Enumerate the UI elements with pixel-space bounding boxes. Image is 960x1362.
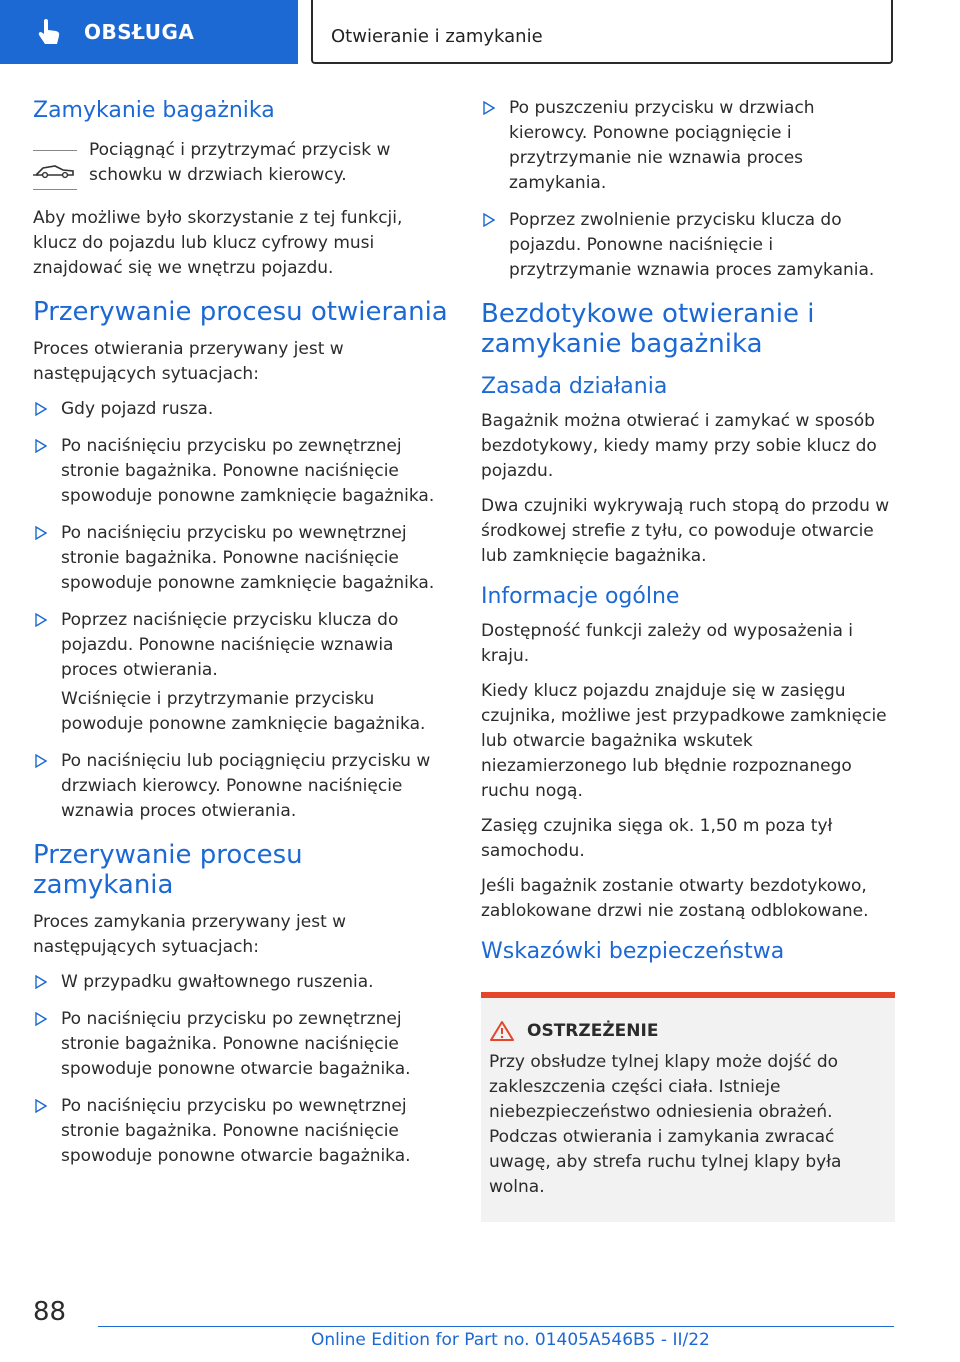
close-interrupt-list-cont <box>481 96 895 283</box>
list-item: Po naciśnięciu przycisku po wewnętrznej stronie bagażnika. Ponowne naciśnięcie spowoduje ponowne zamknięcie bagażnika. <box>33 521 448 596</box>
list-item: Po naciśnięciu przycisku po zewnętrznej stronie bagażnika. Ponowne naciśnięcie spowoduje ponowne otwarcie bagażnika. <box>33 1007 448 1082</box>
section-tab <box>0 0 298 64</box>
bullet-triangle-icon <box>35 402 47 416</box>
right-column <box>481 96 895 1222</box>
general-text-3: Zasięg czujnika sięga ok. 1,50 m poza tył samochodu. <box>481 816 833 861</box>
closing-heading: Zamykanie bagażnika <box>33 98 275 123</box>
list-item: Po naciśnięciu przycisku po zewnętrznej stronie bagażnika. Ponowne naciśnięcie spowoduje ponowne zamknięcie bagażnika. <box>33 434 448 509</box>
list-item: Gdy pojazd rusza. <box>33 397 448 422</box>
principle-text-1: Bagażnik można otwierać i zamykać w sposób bezdotykowy, kiedy mamy przy sobie klucz do pojazdu. <box>481 411 877 481</box>
bullet-triangle-icon <box>35 526 47 540</box>
warning-text: Przy obsłudze tylnej klapy może dojść do zakleszczenia części ciała. Istnieje niebezpieczeństwo odniesienia obrażeń. Podczas otwierania i zamykania zwracać uwagę, aby strefa ruchu tylnej klapy była wolna. <box>489 1052 842 1197</box>
warning-box <box>481 992 895 1222</box>
general-text-2: Kiedy klucz pojazdu znajduje się w zasięgu czujnika, możliwe jest przypadkowe zamknięcie lub otwarcie bagażnika wskutek niezamierzonego lub błędnie rozpoznanego ruchu nogą. <box>481 681 887 801</box>
warning-title: OSTRZEŻENIE <box>527 1021 659 1041</box>
chapter-label: Otwieranie i zamykanie <box>331 26 543 47</box>
general-text-4: Jeśli bagażnik zostanie otwarty bezdotykowo, zablokowane drzwi nie zostaną odblokowane. <box>481 876 869 921</box>
warning-title-row <box>489 1020 887 1042</box>
close-interrupt-list <box>33 970 448 1169</box>
closing-intro-row <box>33 138 448 190</box>
open-interrupt-list <box>33 397 448 824</box>
close-interrupt-intro: Proces zamykania przerywany jest w następujących sytuacjach: <box>33 912 347 957</box>
hand-pointer-icon <box>34 17 64 47</box>
car-tailgate-icon <box>33 150 77 190</box>
open-interrupt-heading: Przerywanie procesu otwierania <box>33 297 448 327</box>
chapter-header <box>311 0 893 64</box>
bullet-triangle-icon <box>35 975 47 989</box>
bullet-triangle-icon <box>35 613 47 627</box>
bullet-triangle-icon <box>35 754 47 768</box>
general-heading: Informacje ogólne <box>481 584 680 609</box>
open-interrupt-intro: Proces otwierania przerywany jest w następujących sytuacjach: <box>33 339 344 384</box>
left-column <box>33 96 448 1181</box>
section-label: OBSŁUGA <box>84 20 195 44</box>
bullet-triangle-icon <box>35 439 47 453</box>
list-item: Poprzez naciśnięcie przycisku klucza do pojazdu. Ponowne naciśnięcie wznawia proces otwierania. Wciśnięcie i przytrzymanie przycisku powoduje ponowne zamknięcie bagażnika. <box>33 608 448 737</box>
page-number: 88 <box>33 1297 67 1327</box>
close-interrupt-heading: Przerywanie procesu zamykania <box>33 840 303 900</box>
list-item-note: Wciśnięcie i przytrzymanie przycisku powoduje ponowne zamknięcie bagażnika. <box>61 689 426 734</box>
list-item: Poprzez zwolnienie przycisku klucza do pojazdu. Ponowne naciśnięcie i przytrzymanie wznawia proces zamykania. <box>481 208 895 283</box>
bullet-triangle-icon <box>483 213 495 227</box>
footer-divider <box>98 1326 894 1327</box>
list-item: Po naciśnięciu lub pociągnięciu przycisku w drzwiach kierowcy. Ponowne naciśnięcie wznawia proces otwierania. <box>33 749 448 824</box>
closing-intro: Pociągnąć i przytrzymać przycisk w schowku w drzwiach kierowcy. <box>89 140 391 185</box>
closing-note: Aby możliwe było skorzystanie z tej funkcji, klucz do pojazdu lub klucz cyfrowy musi znajdować się we wnętrzu pojazdu. <box>33 208 403 278</box>
principle-heading: Zasada działania <box>481 374 668 399</box>
general-text-1: Dostępność funkcji zależy od wyposażenia i kraju. <box>481 621 853 666</box>
list-item: Po naciśnięciu przycisku po wewnętrznej stronie bagażnika. Ponowne naciśnięcie spowoduje ponowne otwarcie bagażnika. <box>33 1094 448 1169</box>
list-item: Po puszczeniu przycisku w drzwiach kierowcy. Ponowne pociągnięcie i przytrzymanie nie wznawia proces zamykania. <box>481 96 895 196</box>
bullet-triangle-icon <box>483 101 495 115</box>
safety-heading: Wskazówki bezpieczeństwa <box>481 939 785 964</box>
bullet-triangle-icon <box>35 1099 47 1113</box>
list-item: W przypadku gwałtownego ruszenia. <box>33 970 448 995</box>
contactless-heading: Bezdotykowe otwieranie i zamykanie bagażnika <box>481 299 815 359</box>
footer-edition: Online Edition for Part no. 01405A546B5 - II/22 <box>311 1330 710 1350</box>
principle-text-2: Dwa czujniki wykrywają ruch stopą do przodu w środkowej strefie z tyłu, co powoduje otwarcie lub zamknięcie bagażnika. <box>481 496 890 566</box>
bullet-triangle-icon <box>35 1012 47 1026</box>
warning-triangle-icon <box>489 1020 515 1042</box>
